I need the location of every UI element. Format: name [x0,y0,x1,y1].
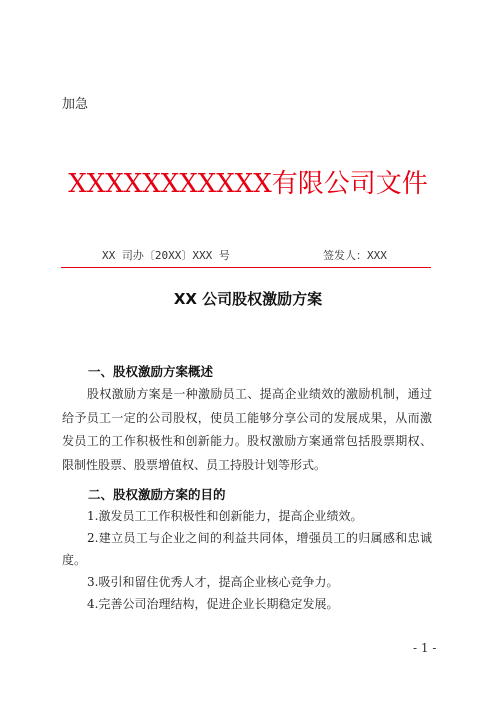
list-item: 3.吸引和留住优秀人才，提高企业核心竞争力。 [87,575,339,589]
list-item: 2.建立员工与企业之间的利益共同体，增强员工的归属感和忠诚度。 [62,531,432,567]
section-paragraph-overview: 股权激励方案是一种激励员工、提高企业绩效的激励机制，通过给予员工一定的公司股权，使员工能够分享公司的发展成果，从而激发员工的工作积极性和创新能力。股权激励方案通常包括股票期权、限制性股票、股票增值权、员工持股计划等形式。 [62,387,432,472]
header-divider [61,267,431,268]
document-title: XX 公司股权激励方案 [173,290,323,308]
list-item: 1.激发员工工作积极性和创新能力，提高企业绩效。 [87,509,363,523]
document-header-title: XXXXXXXXXXX有限公司文件 [68,169,428,199]
signer-label: 签发人：XXX [323,249,387,262]
section-heading-purpose: 二、股权激励方案的目的 [88,487,226,502]
section-heading-overview: 一、股权激励方案概述 [88,364,214,379]
urgency-label: 加急 [62,97,89,112]
list-item: 4.完善公司治理结构，促进企业长期稳定发展。 [87,597,339,611]
document-number: XX 司办〔20XX〕XXX 号 [102,249,230,262]
page-number: - 1 - [413,641,437,655]
purpose-list [62,505,432,615]
